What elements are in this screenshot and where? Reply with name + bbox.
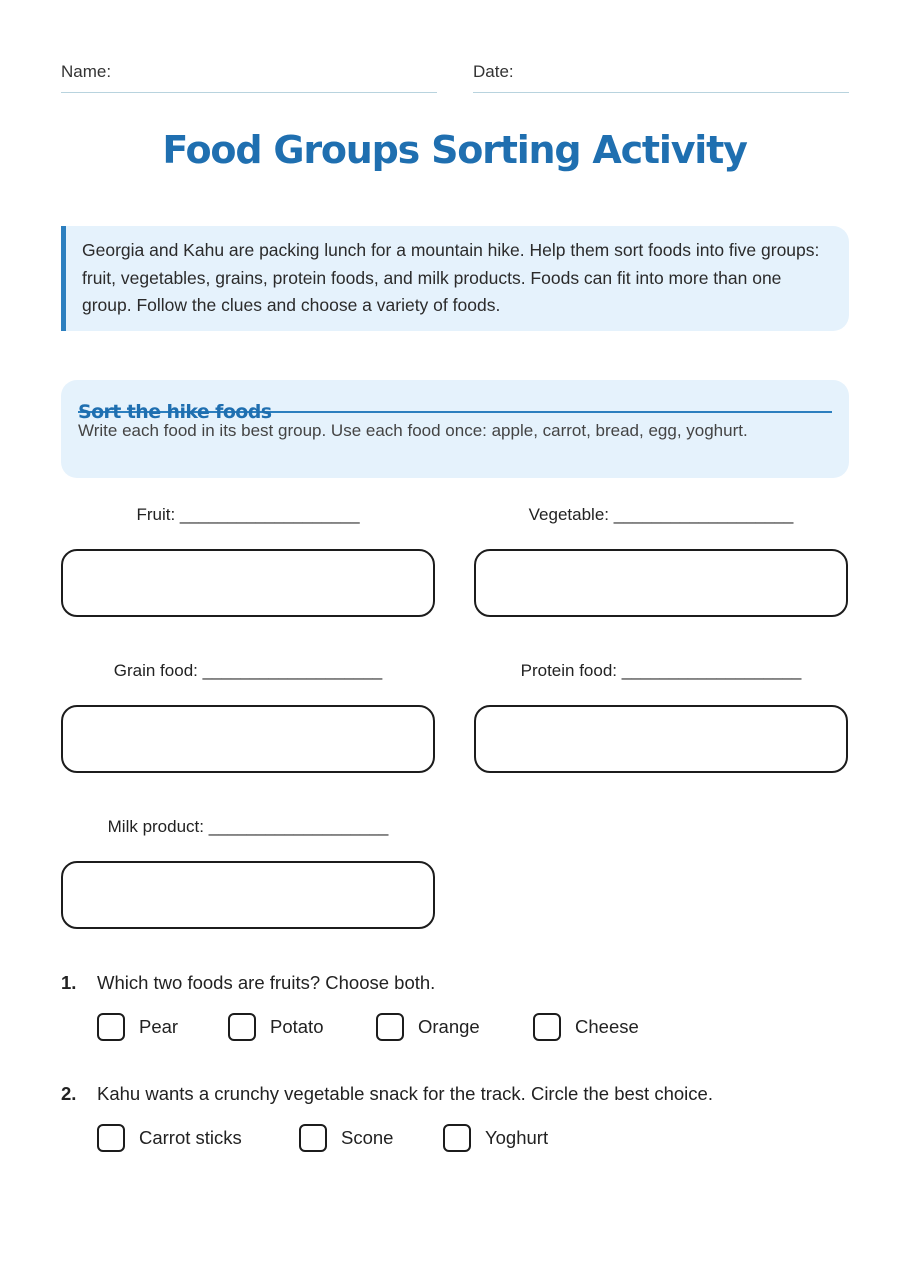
option-cheese[interactable] (533, 1013, 639, 1041)
vegetable-label: Vegetable: ___________________ (528, 505, 794, 524)
section-header (61, 380, 849, 478)
option-label: Cheese (575, 1016, 639, 1037)
option-label: Potato (270, 1016, 324, 1037)
fruit-label: Fruit: ___________________ (136, 505, 360, 524)
option-label: Pear (139, 1016, 179, 1037)
date-field[interactable] (473, 62, 849, 93)
fruit-answer-box[interactable] (61, 549, 435, 617)
date-label: Date: (473, 62, 514, 81)
option-orange[interactable] (376, 1013, 480, 1041)
checkbox[interactable] (533, 1013, 561, 1041)
option-label: Carrot sticks (139, 1127, 242, 1148)
checkbox[interactable] (97, 1124, 125, 1152)
page-title: Food Groups Sorting Activity (162, 128, 747, 172)
option-scone[interactable] (299, 1124, 393, 1152)
name-field[interactable] (61, 62, 437, 93)
option-label: Orange (418, 1016, 480, 1037)
milk-label: Milk product: ___________________ (107, 817, 389, 836)
option-yoghurt[interactable] (443, 1124, 548, 1152)
protein-answer-box[interactable] (474, 705, 848, 773)
checkbox[interactable] (376, 1013, 404, 1041)
grain-label: Grain food: ___________________ (113, 661, 383, 680)
checkbox[interactable] (299, 1124, 327, 1152)
vegetable-answer-box[interactable] (474, 549, 848, 617)
checkbox[interactable] (443, 1124, 471, 1152)
section-title: Sort the hike foods (78, 380, 832, 413)
question-1-text: Which two foods are fruits? Choose both. (97, 972, 436, 993)
checkbox[interactable] (97, 1013, 125, 1041)
checkbox[interactable] (228, 1013, 256, 1041)
question-2-text: Kahu wants a crunchy vegetable snack for the track. Circle the best choice. (97, 1083, 713, 1104)
question-2-number: 2. (61, 1083, 77, 1104)
milk-answer-box[interactable] (61, 861, 435, 929)
option-label: Yoghurt (485, 1127, 549, 1148)
option-label: Scone (341, 1127, 394, 1148)
option-potato[interactable] (228, 1013, 324, 1041)
protein-label: Protein food: ___________________ (520, 661, 802, 680)
intro-panel (61, 226, 849, 331)
question-1-number: 1. (61, 972, 77, 993)
grain-answer-box[interactable] (61, 705, 435, 773)
name-label: Name: (61, 62, 112, 81)
intro-text: Georgia and Kahu are packing lunch for a mountain hike. Help them sort foods into five groups: fruit, vegetables, grains, protein foods, and milk products. Foods can fit into more than one group. Follow the clues and choose a variety of foods. (82, 240, 820, 315)
option-carrot-sticks[interactable] (97, 1124, 242, 1152)
section-instructions: Write each food in its best group. Use each food once: apple, carrot, bread, egg, yoghurt. (78, 421, 748, 440)
option-pear[interactable] (97, 1013, 178, 1041)
